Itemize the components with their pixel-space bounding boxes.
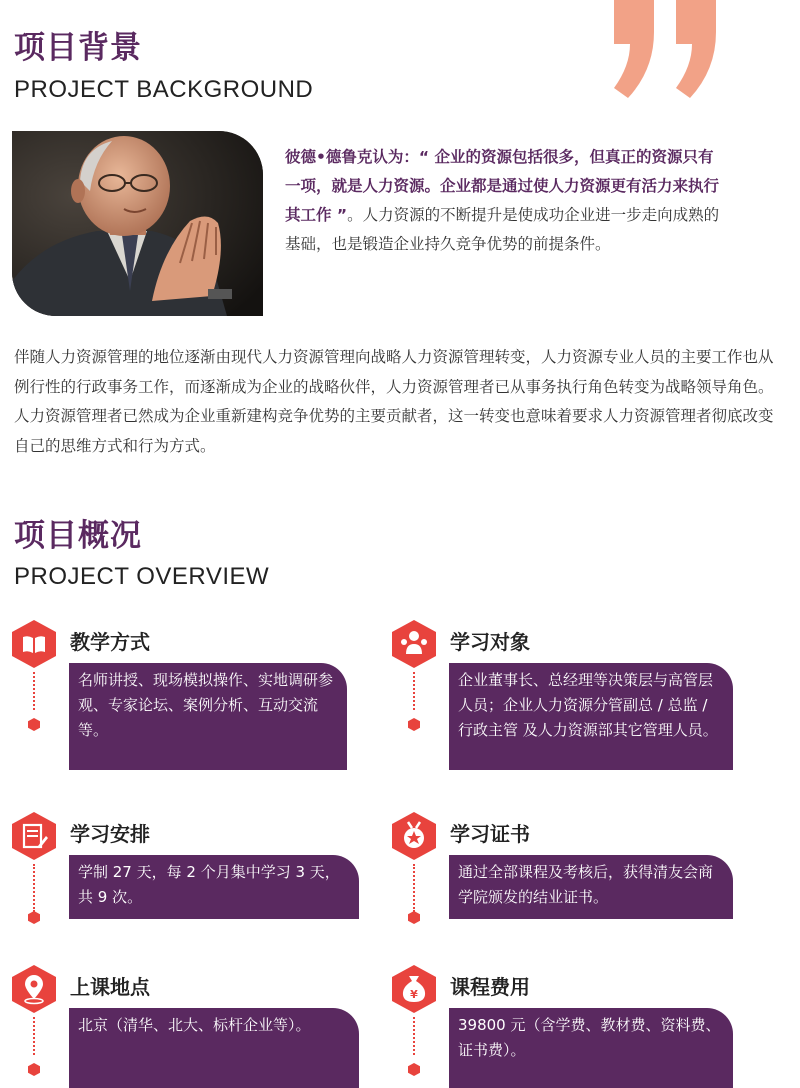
hex-marker [28, 1063, 40, 1076]
item-title: 课程费用 [450, 975, 530, 999]
quote-mark-decoration [610, 0, 730, 100]
item-description: 通过全部课程及考核后，获得清友会商学院颁发的结业证书。 [449, 855, 733, 919]
quote-highlight: 彼德•德鲁克认为：“ 企业的资源包括很多，但真正的资源只有一项，就是人力资源。企业都是通过使人力资源更有活力来执行其工作 ” [285, 148, 720, 224]
item-description: 39800 元（含学费、教材费、资料费、证书费）。 [449, 1008, 733, 1088]
dotted-connector [33, 864, 35, 912]
item-title: 上课地点 [70, 975, 150, 999]
hex-marker [28, 718, 40, 731]
background-paragraph: 伴随人力资源管理的地位逐渐由现代人力资源管理向战略人力资源管理转变，人力资源专业人员的主要工作也从例行性的行政事务工作，而逐渐成为企业的战略伙伴，人力资源管理者已从事务执行角色转变为战略领导角色。人力资源管理者已然成为企业重新建构竞争优势的主要贡献者，这一转变也意味着要求人力资源管理者彻底改变自己的思维方式和行为方式。 [14, 348, 774, 455]
hex-marker [408, 718, 420, 731]
item-title: 教学方式 [70, 630, 150, 654]
money-bag-icon [392, 965, 436, 1013]
item-description: 名师讲授、现场模拟操作、实地调研参观、专家论坛、案例分析、互动交流等。 [69, 663, 347, 770]
overview-title-en: PROJECT OVERVIEW [14, 563, 270, 590]
background-title-en: PROJECT BACKGROUND [14, 76, 314, 103]
people-icon [392, 620, 436, 668]
schedule-icon [12, 812, 56, 860]
svg-text:¥: ¥ [410, 988, 418, 1001]
item-description: 学制 27 天，每 2 个月集中学习 3 天，共 9 次。 [69, 855, 359, 919]
book-icon [12, 620, 56, 668]
dotted-connector [33, 1017, 35, 1055]
drucker-quote [285, 143, 725, 259]
hex-marker [408, 1063, 420, 1076]
item-title: 学习证书 [450, 822, 530, 846]
location-icon [12, 965, 56, 1013]
item-description: 企业董事长、总经理等决策层与高管层人员；企业人力资源分管副总 / 总监 / 行政主管 及人力资源部其它管理人员。 [449, 663, 733, 770]
background-title-cn: 项目背景 [14, 30, 142, 66]
hex-marker [408, 911, 420, 924]
item-title: 学习安排 [70, 822, 150, 846]
quote-rest: 。人力资源的不断提升是使成功企业进一步走向成熟的基础，也是锻造企业持久竞争优势的前提条件。 [285, 206, 720, 253]
dotted-connector [33, 672, 35, 710]
item-title: 学习对象 [450, 630, 530, 654]
portrait-photo [12, 131, 263, 316]
overview-title-cn: 项目概况 [14, 518, 142, 554]
dotted-connector [413, 672, 415, 710]
dotted-connector [413, 864, 415, 912]
dotted-connector [413, 1017, 415, 1055]
item-description: 北京（清华、北大、标杆企业等）。 [69, 1008, 359, 1088]
certificate-icon [392, 812, 436, 860]
hex-marker [28, 911, 40, 924]
